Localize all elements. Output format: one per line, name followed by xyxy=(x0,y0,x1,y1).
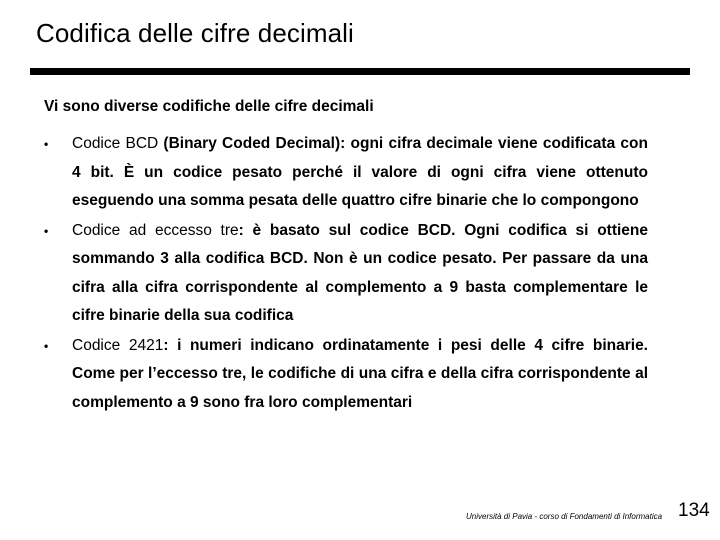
bullet-list xyxy=(44,130,648,418)
footer-text: Università di Pavia - corso di Fondamenti di Informatica xyxy=(466,512,663,521)
bullet-term: Codice 2421 xyxy=(72,336,164,354)
page-number: 134 xyxy=(678,500,710,521)
bullet-description: : i numeri indicano ordinatamente i pesi delle 4 cifre binarie. Come per l’eccesso tre, le codifiche di una cifra e della cifra corrispondente al complemento a 9 sono fra loro complementari xyxy=(72,336,648,411)
bullet-description: (Binary Coded Decimal): ogni cifra decimale viene codificata con 4 bit. È un codice pesato perché il valore di ogni cifra viene ottenuto eseguendo una somma pesata delle quattro cifre binarie che lo compongono xyxy=(72,135,648,209)
bullet-icon: • xyxy=(44,338,49,353)
title-divider xyxy=(30,68,690,75)
slide-title: Codifica delle cifre decimali xyxy=(36,18,354,48)
bullet-item-excess-three xyxy=(44,217,648,331)
bullet-term: Codice ad eccesso tre xyxy=(72,221,239,239)
bullet-icon: • xyxy=(44,137,49,151)
intro-text: Vi sono diverse codifiche delle cifre decimali xyxy=(44,98,374,115)
bullet-description: : è basato sul codice BCD. Ogni codifica si ottiene sommando 3 alla codifica BCD. Non è un codice pesato. Per passare da una cifra alla cifra corrispondente al complemento a 9 basta complementare le cifre binarie della sua codifica xyxy=(72,221,648,324)
bullet-item-2421 xyxy=(44,332,648,418)
bullet-icon: • xyxy=(44,223,49,238)
bullet-term: Codice BCD xyxy=(72,135,159,152)
bullet-item-bcd xyxy=(44,130,648,216)
